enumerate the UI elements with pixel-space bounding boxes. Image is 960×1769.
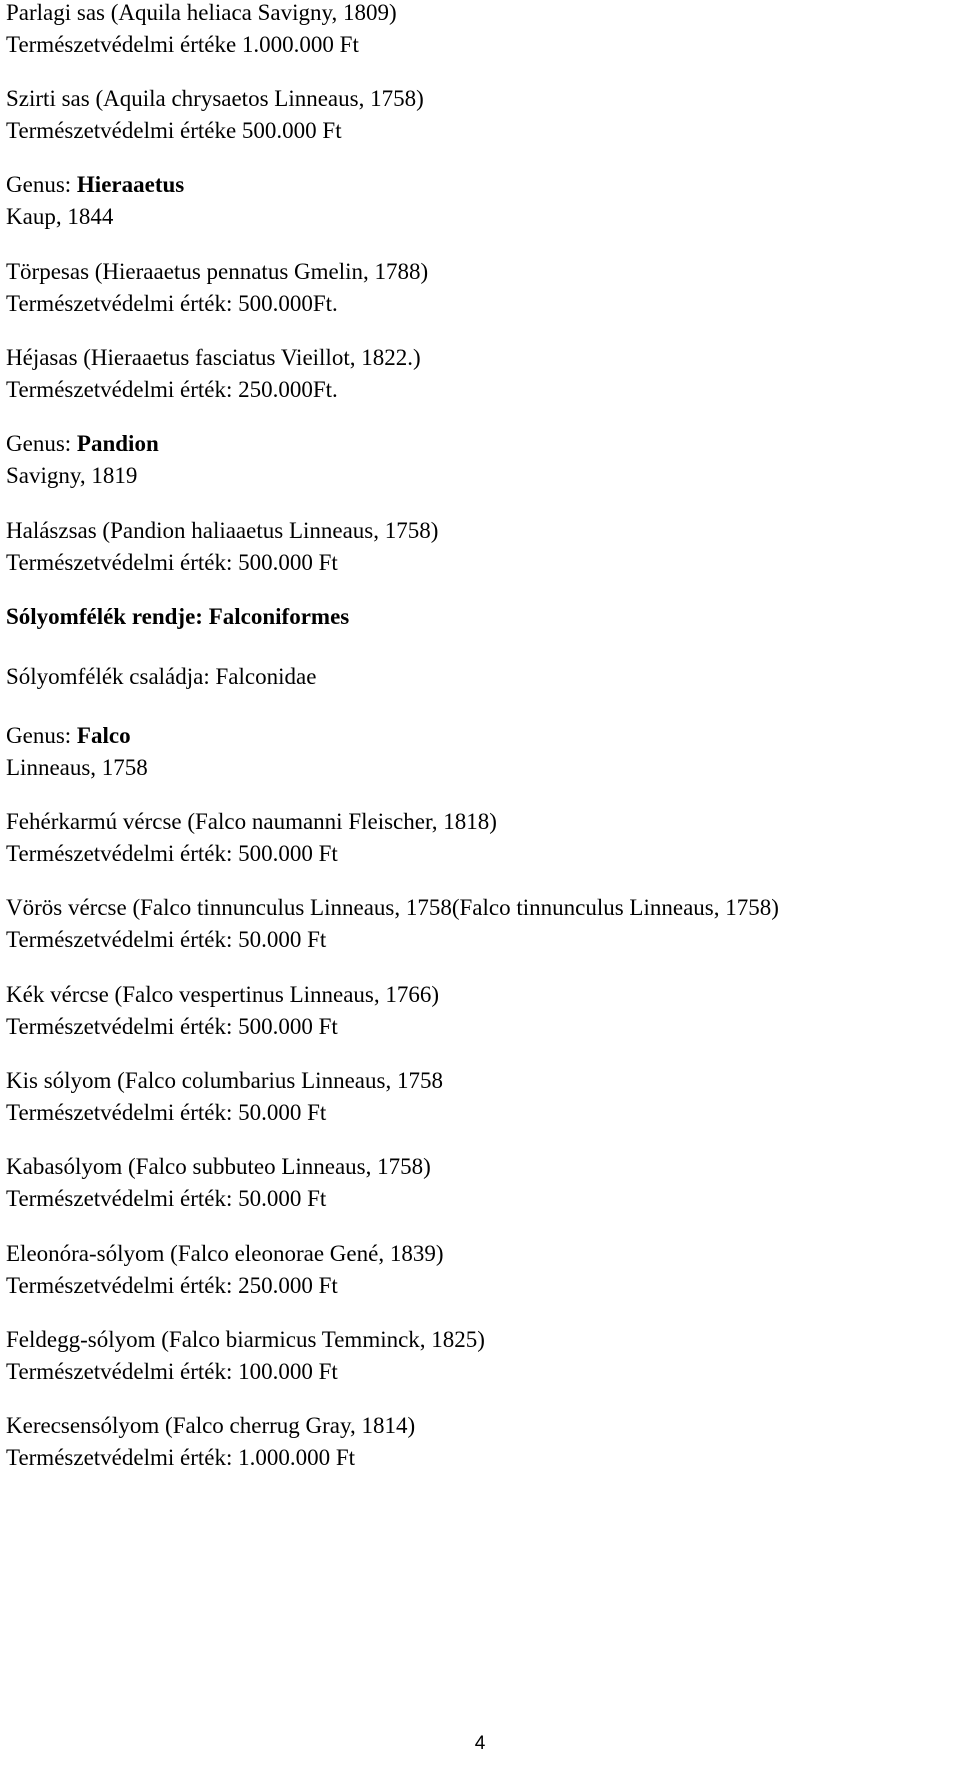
genus-author: Linneaus, 1758 — [6, 755, 148, 780]
conservation-value: Természetvédelmi érték: 50.000 Ft — [6, 927, 327, 952]
conservation-value: Természetvédelmi értéke 500.000 Ft — [6, 118, 342, 143]
genus-label: Genus: — [6, 723, 77, 748]
species-name: Parlagi sas (Aquila heliaca Savigny, 1809) — [6, 0, 397, 25]
genus-heading — [6, 169, 184, 201]
conservation-value: Természetvédelmi értéke 1.000.000 Ft — [6, 32, 359, 57]
conservation-value: Természetvédelmi érték: 250.000 Ft — [6, 1273, 338, 1298]
species-name: Kis sólyom (Falco columbarius Linneaus, 1758 — [6, 1068, 443, 1093]
genus-heading — [6, 720, 131, 752]
genus-name: Pandion — [76, 431, 159, 456]
conservation-value: Természetvédelmi érték: 500.000 Ft — [6, 841, 338, 866]
species-name: Szirti sas (Aquila chrysaetos Linneaus, 1758) — [6, 86, 424, 111]
conservation-value: Természetvédelmi érték: 100.000 Ft — [6, 1359, 338, 1384]
species-name: Törpesas (Hieraaetus pennatus Gmelin, 1788) — [6, 259, 429, 284]
conservation-value: Természetvédelmi érték: 500.000 Ft — [6, 1014, 338, 1039]
genus-name: Falco — [76, 723, 131, 748]
family-heading: Sólyomfélék családja: Falconidae — [6, 664, 317, 689]
conservation-value: Természetvédelmi érték: 50.000 Ft — [6, 1186, 327, 1211]
species-name: Kabasólyom (Falco subbuteo Linneaus, 1758) — [6, 1154, 431, 1179]
conservation-value: Természetvédelmi érték: 250.000Ft. — [6, 377, 338, 402]
species-name: Vörös vércse (Falco tinnunculus Linneaus, 1758(Falco tinnunculus Linneaus, 1758) — [6, 895, 779, 920]
species-name: Halászsas (Pandion haliaaetus Linneaus, 1758) — [6, 518, 439, 543]
genus-author: Kaup, 1844 — [6, 204, 114, 229]
genus-label: Genus: — [6, 172, 77, 197]
conservation-value: Természetvédelmi érték: 50.000 Ft — [6, 1100, 327, 1125]
genus-name: Hieraaetus — [76, 172, 185, 197]
species-name: Kék vércse (Falco vespertinus Linneaus, 1766) — [6, 982, 440, 1007]
species-name: Héjasas (Hieraaetus fasciatus Vieillot, 1822.) — [6, 345, 421, 370]
species-name: Kerecsensólyom (Falco cherrug Gray, 1814) — [6, 1413, 416, 1438]
genus-author: Savigny, 1819 — [6, 463, 138, 488]
page-number: 4 — [474, 1733, 486, 1754]
conservation-value: Természetvédelmi érték: 500.000 Ft — [6, 550, 338, 575]
species-name: Feldegg-sólyom (Falco biarmicus Temminck, 1825) — [6, 1327, 485, 1352]
conservation-value: Természetvédelmi érték: 1.000.000 Ft — [6, 1445, 356, 1470]
order-heading: Sólyomfélék rendje: Falconiformes — [6, 604, 350, 629]
genus-heading — [6, 428, 159, 460]
genus-label: Genus: — [6, 431, 77, 456]
species-name: Eleonóra-sólyom (Falco eleonorae Gené, 1839) — [6, 1241, 444, 1266]
species-name: Fehérkarmú vércse (Falco naumanni Fleischer, 1818) — [6, 809, 497, 834]
conservation-value: Természetvédelmi érték: 500.000Ft. — [6, 291, 338, 316]
